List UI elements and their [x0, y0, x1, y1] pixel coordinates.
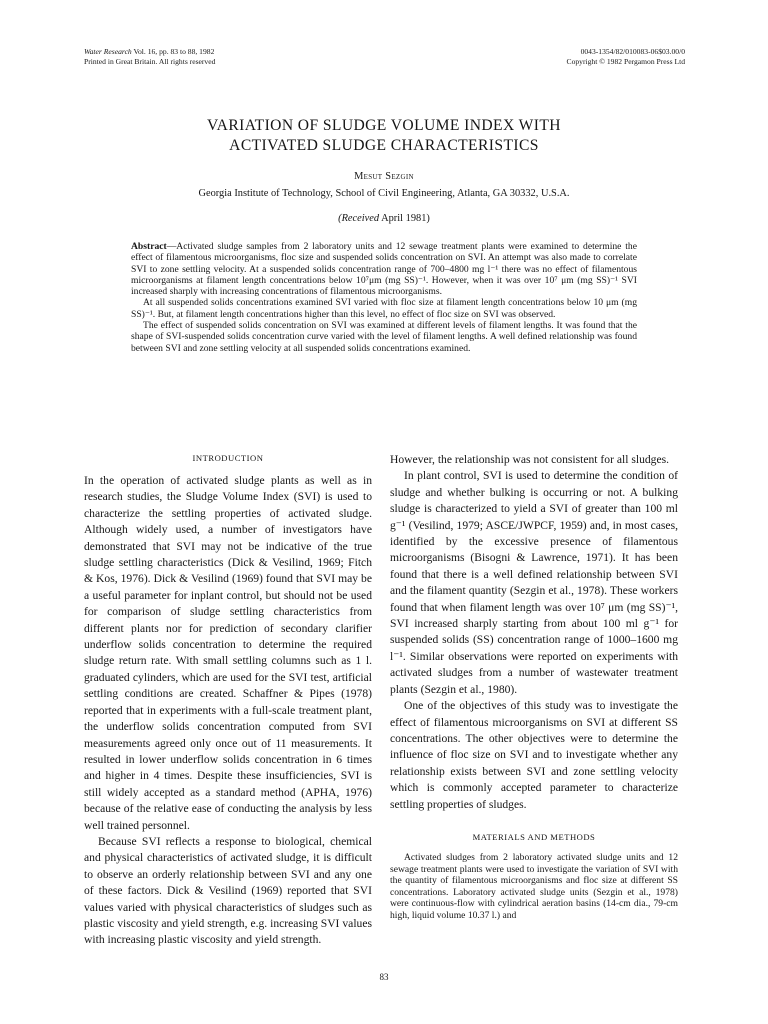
page-number: 83 — [379, 972, 389, 982]
intro-paragraph-4: In plant control, SVI is used to determine the condition of sludge and whether bulking is occurring or not. A bulking sludge is characterized to yield a SVI of greater than 100 ml g⁻¹ (Vesilind, 1979; ASCE/JWPCF, 1959) and, in most cases, identified by the excessive presence of filamentous microorganisms (Bisogni & Lawrence, 1971). It has been found that there is a well defined relationship between SVI and the filament quantity (Sezgin et al., 1978). These workers found that when filament length was over 10⁷ μm (mg SS)⁻¹, SVI increased sharply starting from about 100 ml g⁻¹ for suspended solids (SS) concentration range of 1000–1600 mg l⁻¹. Similar observations were reported on experiments with activated sludges from a number of wastewater treatment plants (Sezgin et al., 1980). — [390, 469, 678, 696]
introduction-heading: INTRODUCTION — [192, 453, 264, 463]
title-line-2: ACTIVATED SLUDGE CHARACTERISTICS — [229, 137, 539, 154]
abstract-label: Abstract — [131, 241, 167, 252]
author-affiliation: Georgia Institute of Technology, School of Civil Engineering, Atlanta, GA 30332, U.S.A. — [198, 188, 570, 199]
abstract-paragraph-3: The effect of suspended solids concentration on SVI was examined at different levels of filament lengths. It was found that the shape of SVI-suspended solids concentration curve varied with the level of filament lengths. A well defined relationship was found between SVI and zone settling velocity at all suspended solids concentrations examined. — [131, 320, 637, 354]
paper-title — [84, 116, 684, 156]
intro-paragraph-5: One of the objectives of this study was to investigate the effect of filamentous microorganisms on SVI at different SS concentrations. The other objectives were to determine the influence of floc size on SVI and to investigate whether any relationship exists between SVI and zone settling velocity which is commonly accepted parameter to characterize settling properties of sludges. — [390, 699, 678, 811]
journal-citation: Vol. 16, pp. 83 to 88, 1982 — [133, 47, 215, 56]
issn-code: 0043-1354/82/010083-06$03.00/0 — [580, 47, 685, 56]
received-date — [84, 213, 684, 224]
intro-paragraph-3: However, the relationship was not consistent for all sludges. — [390, 453, 670, 466]
title-line-1: VARIATION OF SLUDGE VOLUME INDEX WITH — [207, 117, 561, 134]
left-column — [84, 452, 372, 949]
author-name-text: Mesut Sezgin — [354, 171, 414, 182]
received-open: (Received — [338, 213, 380, 224]
abstract-paragraph-2: At all suspended solids concentrations examined SVI varied with floc size at filament length concentrations below 10 μm (mg SS)⁻¹. But, at filament length concentrations higher than this level, no effect of floc size on SVI was observed. — [131, 297, 637, 320]
printed-line: Printed in Great Britain. All rights reserved — [84, 57, 216, 66]
copyright-line: Copyright © 1982 Pergamon Press Ltd — [566, 57, 685, 66]
intro-paragraph-1: In the operation of activated sludge plants as well as in research studies, the Sludge Volume Index (SVI) is used to characterize the settling properties of activated sludge. Although widely used, a number of investigators have demonstrated that SVI may not be indicative of the true sludge settling characteristics (Dick & Vesilind, 1969; Fitch & Kos, 1976). Dick & Vesilind (1969) found that SVI may be a useful parameter for inplant control, but should not be used for comparison of sludge settling characteristics from different plants nor for prediction of secondary clarifier underflow solids concentration to determine the required sludge return rate. With small settling columns such as 1 l. graduated cylinders, which are used for the SVI test, artificial settling conditions are created. Schaffner & Pipes (1978) reported that in experiments with a full-scale treatment plant, the underflow solids concentration computed from SVI measurements agreed only once out of 11 measurements. It resulted in lower underflow solids concentration in 6 times and higher in 4 times. Despite these insufficiencies, SVI is still widely accepted as a standard method (APHA, 1976) because of the relative ease of conducting the analysis by less well trained personnel. — [84, 474, 372, 832]
author-name — [84, 171, 684, 182]
journal-header — [84, 47, 215, 67]
abstract-text-1: —Activated sludge samples from 2 laboratory units and 12 sewage treatment plants were examined to determine the effect of filamentous microorganisms, floc size and suspended solids concentration on SVI. An attempt was also made to correlate SVI to zone settling velocity. At a suspended solids concentration range of 700–4800 mg l⁻¹ there was no effect of filamentous microorganisms at filament length concentrations below 10⁷μm (mg SS)⁻¹. However, when it was over 10⁷ μm (mg SS)⁻¹ SVI increased sharply with increasing concentrations of filamentous microorganisms. — [131, 241, 637, 298]
abstract-paragraph-1 — [131, 241, 637, 297]
intro-paragraph-2: Because SVI reflects a response to biological, chemical and physical characteristics of activated sludge, it is difficult to observe an orderly relationship between SVI and any one of these factors. Dick & Vesilind (1969) reported that SVI values varied with physical characteristics of sludges such as plastic viscosity and yield strength, e.g. increasing SVI values with increasing plastic viscosity and yield strength. — [84, 834, 372, 947]
received-date-text: April 1981) — [379, 213, 430, 224]
right-column — [390, 452, 678, 922]
materials-heading: MATERIALS AND METHODS — [472, 831, 596, 842]
abstract — [131, 241, 637, 354]
materials-paragraph-1: Activated sludges from 2 laboratory activated sludge units and 12 sewage treatment plants were used to investigate the variation of SVI with the quantity of filamentous microorganisms and floc size at different SS concentrations. Laboratory activated sludge units (Sezgin et al., 1978) were continuous-flow with cylindrical aeration basins (14-cm dia., 79-cm high, liquid volume 10.37 l.) and — [390, 851, 678, 921]
copyright-header — [567, 47, 685, 67]
journal-name: Water Research — [84, 47, 132, 56]
